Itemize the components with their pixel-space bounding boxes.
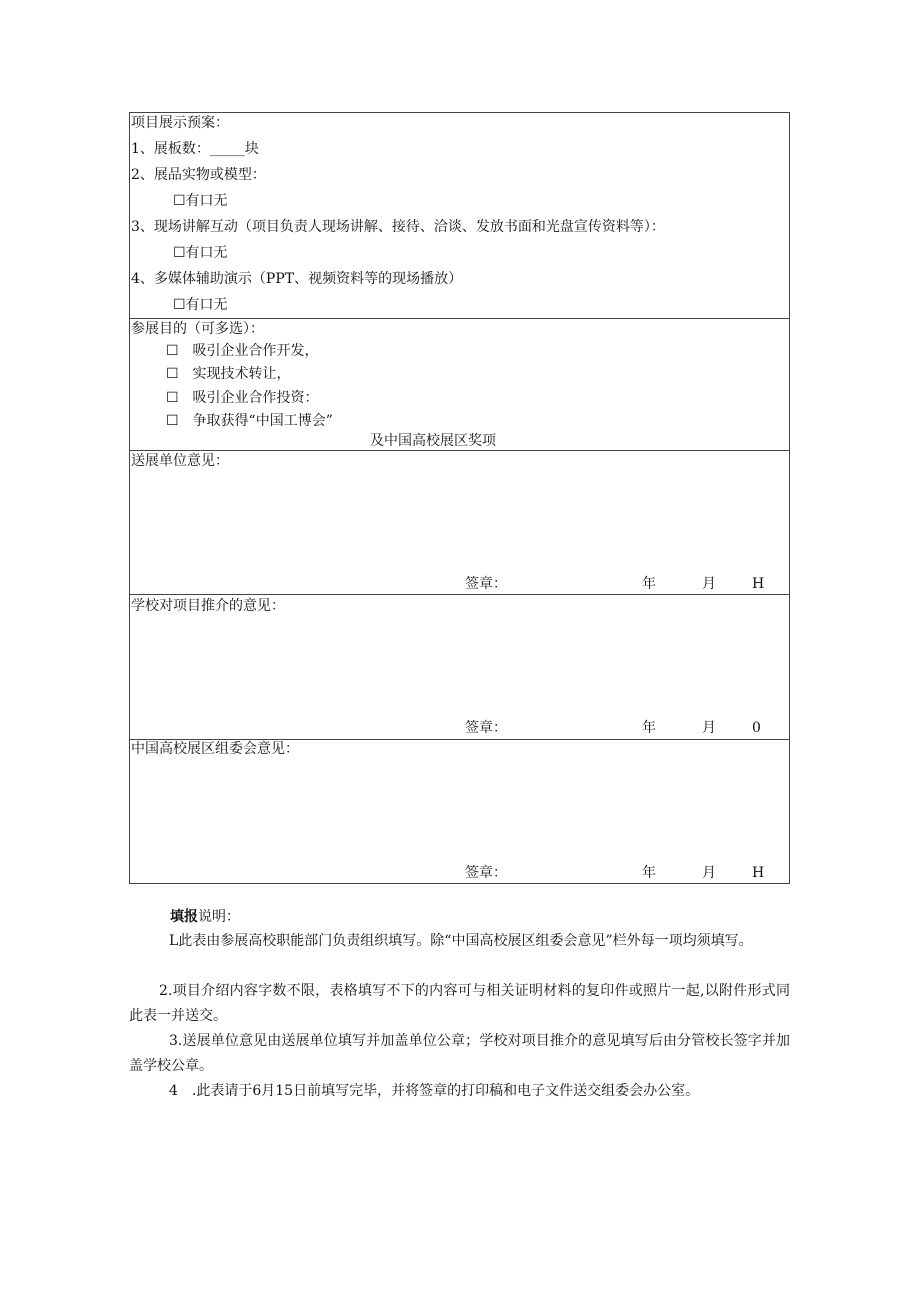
option-onsite-interaction[interactable]: ☐有口无 — [173, 245, 228, 261]
purpose-checkbox[interactable]: ☐ 吸引企业合作投资： — [166, 390, 319, 406]
item-onsite-interaction: 3、现场讲解互动（项目负责人现场讲解、接待、洽谈、发放书面和光盘宣传资料等）： — [131, 219, 665, 235]
row-divider — [129, 318, 790, 319]
signature-label: 签章： — [465, 720, 507, 736]
section-title-committee-opinion: 中国高校展区组委会意见： — [131, 741, 299, 757]
purpose-checkbox[interactable]: ☐ 实现技术转让， — [166, 366, 291, 382]
note-4: 4 .此表请于6月15日前填写完毕，并将签章的打印稿和电子文件送交组委会办公室。 — [169, 1083, 700, 1099]
row-divider — [129, 450, 790, 451]
option-multimedia[interactable]: ☐有口无 — [173, 297, 228, 313]
year-label: 年 — [642, 720, 656, 736]
year-label: 年 — [642, 576, 656, 592]
row-divider — [129, 594, 790, 595]
item-board-count[interactable]: 1、展板数：_____块 — [131, 141, 259, 157]
note-1: L此表由参展高校职能部门负责组织填写。除“中国高校展区组委会意见”栏外每一项均须填写。 — [169, 933, 753, 949]
note-2: 2.项目介绍内容字数不限，表格填写不下的内容可与相关证明材料的复印件或照片一起,以附件形式同此表一并送交。 — [129, 983, 790, 1024]
notes-heading-bold: 填报 — [170, 909, 198, 925]
section-title-display-plan: 项目展示预案： — [131, 115, 229, 131]
year-label: 年 — [642, 865, 656, 881]
month-label: 月 — [702, 720, 716, 736]
note-3: 3.送展单位意见由送展单位填写并加盖单位公章；学校对项目推介的意见填写后由分管校长签字并加盖学校公章。 — [129, 1033, 790, 1074]
day-label: H — [752, 576, 765, 592]
section-title-unit-opinion: 送展单位意见： — [131, 453, 229, 469]
section-title-purpose: 参展目的（可多选）： — [131, 321, 264, 337]
option-exhibits[interactable]: ☐有口无 — [173, 193, 228, 209]
day-label: 0 — [752, 720, 761, 736]
purpose-continuation: 及中国高校展区奖项 — [370, 433, 496, 449]
month-label: 月 — [702, 576, 716, 592]
item-multimedia: 4、多媒体辅助演示（PPT、视频资料等的现场播放） — [131, 271, 463, 287]
section-title-school-opinion: 学校对项目推介的意见： — [131, 598, 285, 614]
item-exhibits: 2、展品实物或模型： — [131, 167, 266, 183]
signature-label: 签章： — [465, 865, 507, 881]
notes-heading — [170, 908, 240, 926]
day-label: H — [752, 865, 765, 881]
signature-label: 签章： — [465, 576, 507, 592]
purpose-checkbox[interactable]: ☐ 争取获得“中国工博会” — [166, 413, 333, 429]
month-label: 月 — [702, 865, 716, 881]
notes-heading-text: 说明： — [198, 909, 240, 925]
purpose-checkbox[interactable]: ☐ 吸引企业合作开发， — [166, 343, 319, 359]
